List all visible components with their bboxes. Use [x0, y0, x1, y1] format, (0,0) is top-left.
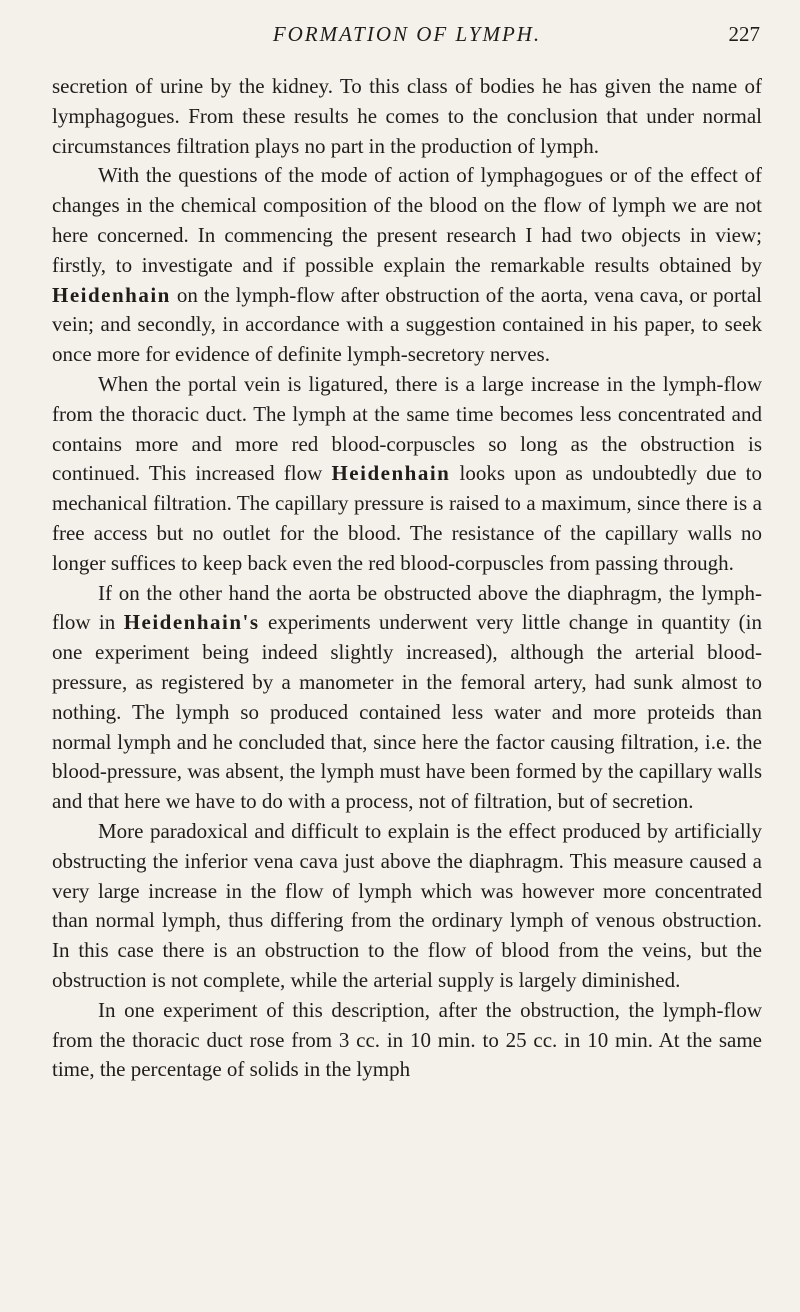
- paragraph-4-text-a: If on the other hand the aorta be obstructed above the diaphragm, the lymph-flow in: [52, 580, 762, 635]
- paragraph-2: [52, 161, 762, 370]
- paragraph-2-text-b: on the lymph-flow after obstruction of the aorta, vena cava, or portal vein; and secondly, in accordance with a suggestion contained in his paper, to seek once more for evidence of definite lymph-secretory nerves.: [52, 282, 762, 367]
- paragraph-3-text-a: When the portal vein is ligatured, there is a large increase in the lymph-flow from the thoracic duct. The lymph at the same time becomes less concentrated and contains more and more red blood-corpuscles so long as the obstruction is continued. This increased flow: [52, 371, 762, 486]
- paragraph-3: [52, 370, 762, 579]
- running-title: FORMATION OF LYMPH.: [272, 22, 542, 46]
- paragraph-4-text-b: experiments underwent very little change in quantity (in one experiment being indeed slightly increased), although the arterial blood-pressure, as registered by a manometer in the femoral artery, had sunk almost to nothing. The lymph so produced contained less water and more proteids than normal lymph and he concluded that, since here the factor causing filtration, i.e. the blood-pressure, was absent, the lymph must have been formed by the capillary walls and that here we have to do with a process, not of filtration, but of secretion.: [52, 610, 762, 814]
- paragraph-2-text-a: With the questions of the mode of action of lymphagogues or of the effect of changes in the chemical composition of the blood on the flow of lymph we are not here concerned. In commencing the present research I had two objects in view; firstly, to investigate and if possible explain the remarkable results obtained by: [52, 163, 762, 277]
- paragraph-3-text-b: looks upon as undoubtedly due to mechanical filtration. The capillary pressure is raised to a maximum, since there is a free access but no outlet for the blood. The resistance of the capillary walls no longer suffices to keep back even the red blood-corpuscles from passing through.: [52, 461, 762, 575]
- paragraph-6: In one experiment of this description, after the obstruction, the lymph-flow from the thoracic duct rose from 3 cc. in 10 min. to 25 cc. in 10 min. At the same time, the percentage of solids in the lymph: [52, 997, 762, 1082]
- paragraph-4: [52, 579, 762, 817]
- author-name-heidenhain: Heidenhain: [52, 282, 171, 307]
- body-text: [52, 72, 762, 1085]
- paragraph-1: secretion of urine by the kidney. To this class of bodies he has given the name of lymphagogues. From these results he comes to the conclusion that under normal circumstances filtration plays no part in the production of lymph.: [52, 74, 762, 158]
- paragraph-5: More paradoxical and difficult to explain is the effect produced by artificially obstructing the inferior vena cava just above the diaphragm. This measure caused a very large increase in the flow of lymph which was however more concentrated than normal lymph, thus differing from the ordinary lymph of venous obstruction. In this case there is an obstruction to the flow of blood from the veins, but the obstruction is not complete, while the arterial supply is largely diminished.: [52, 818, 762, 992]
- page-number: 227: [728, 22, 760, 46]
- running-head: [52, 22, 762, 72]
- author-name-heidenhain: Heidenhain's: [123, 610, 260, 635]
- author-name-heidenhain: Heidenhain: [331, 461, 451, 486]
